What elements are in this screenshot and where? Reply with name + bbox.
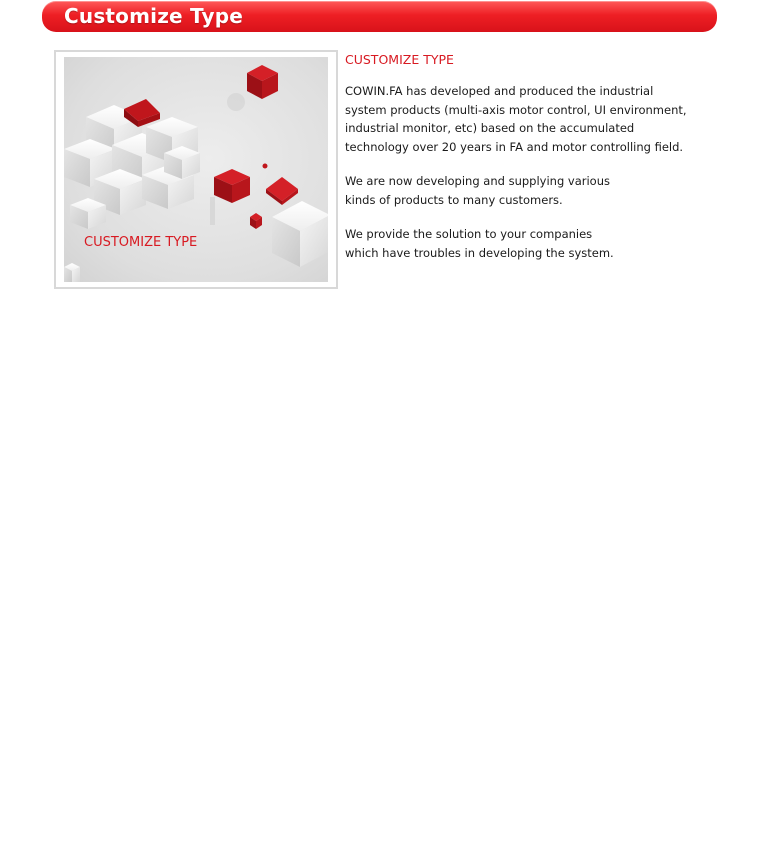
paragraph-line: which have troubles in developing the system. xyxy=(345,245,614,260)
red-cube-top-right xyxy=(247,65,278,99)
paragraph-line: We are now developing and supplying various xyxy=(345,174,610,188)
white-cube-bottom-left xyxy=(64,263,80,282)
paragraph-line: industrial monitor, etc) based on the accumulated xyxy=(345,121,635,135)
paragraph-line: technology over 20 years in FA and motor controlling field. xyxy=(345,139,684,154)
red-cube-small xyxy=(250,213,262,229)
paragraph-line: We provide the solution to your companies xyxy=(345,227,593,241)
cubes-illustration xyxy=(64,57,328,282)
paragraph-company-intro xyxy=(345,82,745,156)
red-cube-right xyxy=(266,177,298,205)
product-image-frame xyxy=(54,50,338,289)
image-caption: CUSTOMIZE TYPE xyxy=(84,235,198,250)
paragraph-line: kinds of products to many customers. xyxy=(345,192,563,207)
section-header-bar xyxy=(42,1,717,32)
paragraph-line: system products (multi-axis motor control, UI environment, xyxy=(345,102,687,117)
section-title: Customize Type xyxy=(64,4,243,28)
red-cube-middle xyxy=(214,169,250,203)
paragraph-products xyxy=(345,172,745,209)
content-section xyxy=(345,52,745,278)
paragraph-line: COWIN.FA has developed and produced the industrial xyxy=(345,84,654,98)
white-cube-cluster xyxy=(64,105,200,229)
content-title: CUSTOMIZE TYPE xyxy=(345,52,454,67)
white-cube-bottom-right xyxy=(272,201,328,267)
paragraph-solution xyxy=(345,225,745,262)
